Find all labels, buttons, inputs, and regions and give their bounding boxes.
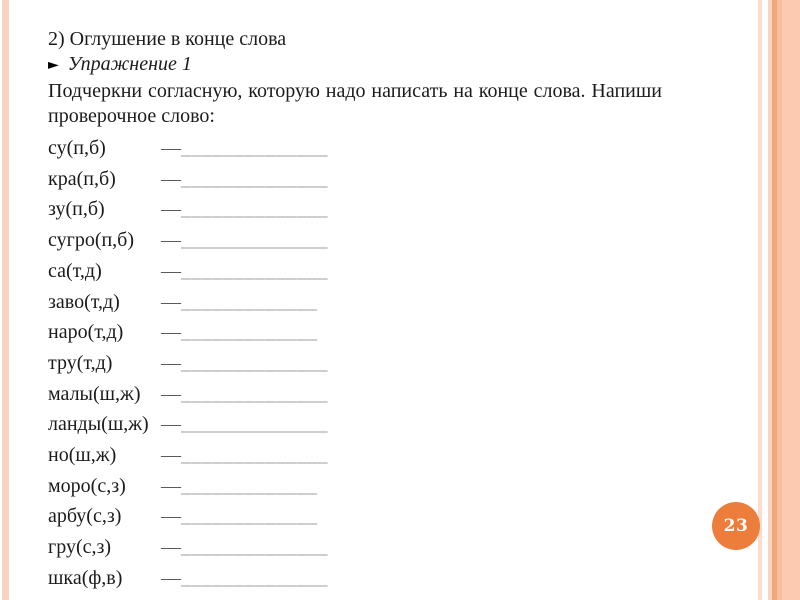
left-edge-stripe xyxy=(2,0,9,600)
answer-blank-line: ______________ xyxy=(181,167,328,190)
list-item xyxy=(48,225,662,256)
slide-title: 2) Оглушение в конце слова xyxy=(48,28,287,50)
answer-blank-line: _____________ xyxy=(181,505,318,528)
exercise-word-list xyxy=(48,133,662,594)
list-item xyxy=(48,501,662,532)
answer-blank-line: ______________ xyxy=(181,259,328,282)
word-stem: малы(ш,ж) xyxy=(48,382,141,405)
slide-number: 23 xyxy=(723,516,749,536)
answer-blank-line: _____________ xyxy=(181,290,318,313)
list-item xyxy=(48,164,662,195)
word-stem: заво(т,д) xyxy=(48,290,120,313)
word-stem: шка(ф,в) xyxy=(48,566,123,589)
dash: — xyxy=(161,290,181,313)
dash: — xyxy=(161,505,181,528)
dash: — xyxy=(161,137,181,159)
word-stem: гру(с,з) xyxy=(48,536,112,559)
list-item xyxy=(48,348,662,379)
list-item xyxy=(48,471,662,502)
list-item xyxy=(48,317,662,348)
slide-content xyxy=(48,27,662,594)
list-item xyxy=(48,440,662,471)
word-stem: моро(с,з) xyxy=(48,474,126,497)
answer-blank-line: _____________ xyxy=(181,474,318,497)
list-item xyxy=(48,287,662,318)
word-stem: сугро(п,б) xyxy=(48,229,135,252)
slide-number-badge xyxy=(712,502,760,550)
list-item xyxy=(48,133,662,164)
answer-blank-line: ______________ xyxy=(181,229,328,252)
list-item xyxy=(48,563,662,594)
instruction-line-1: Подчеркни согласную, которую надо написать на конце слова. Напиши xyxy=(48,80,662,102)
word-stem: су(п,б) xyxy=(48,137,106,159)
right-edge-stripe-5 xyxy=(782,0,800,600)
answer-blank-line: ______________ xyxy=(181,137,328,159)
dash: — xyxy=(161,229,181,252)
list-item xyxy=(48,379,662,410)
answer-blank-line: ______________ xyxy=(181,413,328,436)
dash: — xyxy=(161,444,181,467)
list-item xyxy=(48,532,662,563)
list-item xyxy=(48,409,662,440)
word-stem: арбу(с,з) xyxy=(48,505,122,528)
word-stem: са(т,д) xyxy=(48,259,102,282)
answer-blank-line: _____________ xyxy=(181,321,318,344)
dash: — xyxy=(161,413,181,436)
dash: — xyxy=(161,167,181,190)
answer-blank-line: ______________ xyxy=(181,566,328,589)
word-stem: тру(т,д) xyxy=(48,351,113,374)
dash: — xyxy=(161,321,181,344)
dash: — xyxy=(161,259,181,282)
word-stem: ланды(ш,ж) xyxy=(48,413,149,436)
answer-blank-line: ______________ xyxy=(181,444,328,467)
word-stem: наро(т,д) xyxy=(48,321,124,344)
answer-blank-line: ______________ xyxy=(181,382,328,405)
dash: — xyxy=(161,536,181,559)
right-edge-stripe-1 xyxy=(758,0,762,600)
dash: — xyxy=(161,351,181,374)
answer-blank-line: ______________ xyxy=(181,351,328,374)
word-stem: зу(п,б) xyxy=(48,198,105,221)
triangle-bullet-icon: ► xyxy=(48,57,59,73)
word-stem: но(ш,ж) xyxy=(48,444,117,467)
dash: — xyxy=(161,474,181,497)
word-stem: кра(п,б) xyxy=(48,167,116,190)
exercise-heading xyxy=(48,52,662,79)
dash: — xyxy=(161,382,181,405)
answer-blank-line: ______________ xyxy=(181,536,328,559)
list-item xyxy=(48,194,662,225)
dash: — xyxy=(161,198,181,221)
answer-blank-line: ______________ xyxy=(181,198,328,221)
list-item xyxy=(48,256,662,287)
exercise-label: Упражнение 1 xyxy=(67,53,192,75)
dash: — xyxy=(161,566,181,589)
instruction-line-2: проверочное слово: xyxy=(48,105,215,127)
